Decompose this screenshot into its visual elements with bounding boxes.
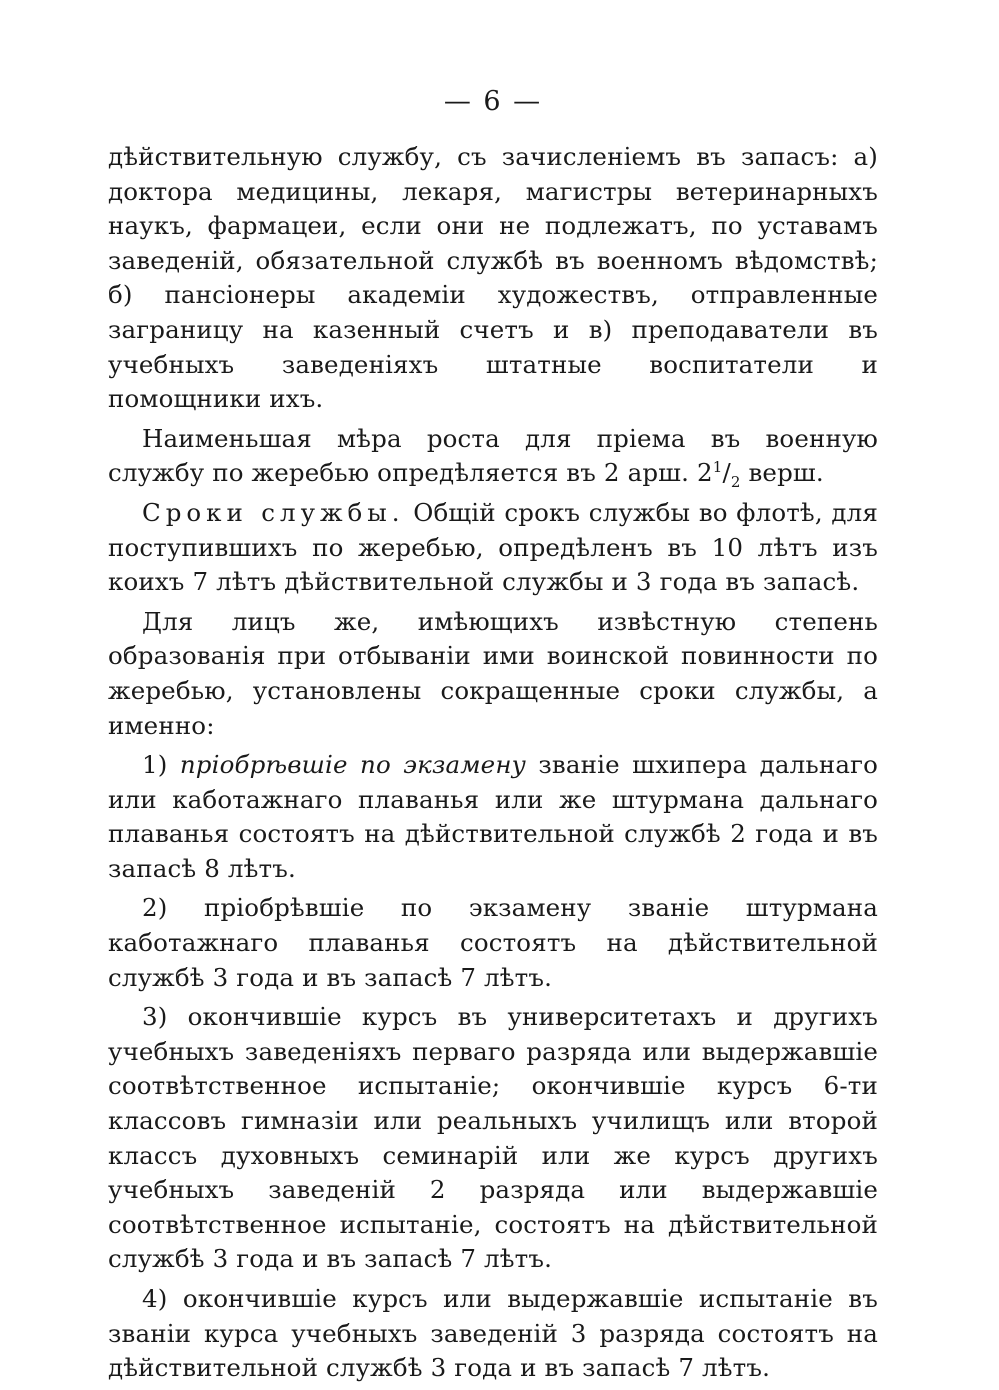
fraction-denominator: 2 [730, 473, 741, 492]
paragraph-1: дѣйствительную службу, съ зачисленіемъ въ запасъ: а) доктора медицины, лекаря, магистры ветеринарныхъ наукъ, фармацеи, если они не подлежатъ, по уставамъ заведеній, обязательной службѣ въ военномъ вѣдомствѣ; б) пансіонеры академіи художествъ, отправленные заграницу на казенный счетъ и в) преподаватели въ учебныхъ заведеніяхъ штатные воспитатели и помощники ихъ. [108, 142, 878, 414]
paragraph-4: Для лицъ же, имѣющихъ извѣстную степень образованія при отбываніи ими воинской повинности по жеребью, установлены сокращенные сроки службы, а именно: [108, 606, 878, 740]
list-item-1-number: 1) [142, 750, 180, 780]
list-item-2: 2) пріобрѣвшіе по экзамену званіе штурмана каботажнаго плаванья состоятъ на дѣйствительной службѣ 3 года и въ запасѣ 7 лѣтъ. [108, 893, 878, 992]
fraction-numerator: 1 [712, 458, 723, 477]
list-item-1-text: званіе шхипера дальнаго или каботажнаго плаванья или же штурмана дальнаго плаванья состоятъ на дѣйствительной службѣ 2 года и въ запасѣ 8 лѣтъ. [108, 750, 878, 883]
page-number: — 6 — [443, 86, 543, 117]
paragraph-3 [108, 496, 878, 600]
list-item-4: 4) окончившіе курсъ или выдержавшіе испытаніе въ званіи курса учебныхъ заведеній 3 разряда состоятъ на дѣйствительной службѣ 3 года и въ запасѣ 7 лѣтъ. [108, 1284, 878, 1383]
list-item-1 [108, 748, 878, 886]
paragraph-2-tail: верш. [740, 458, 824, 488]
section-heading-inline: Сроки службы. [142, 497, 405, 527]
paragraph-2: Наименьшая мѣра роста для пріема въ военную службу по жеребью опредѣляется въ 2 арш. $2^1/_2$ верш. [108, 423, 878, 492]
paragraph-3-text: Общій срокъ службы во флотѣ, для поступившихъ по жеребью, опредѣленъ въ 10 лѣтъ изъ коихъ 7 лѣтъ дѣйствительной службы и 3 года въ запасѣ. [108, 497, 878, 597]
list-item-3: 3) окончившіе курсъ въ университетахъ и другихъ учебныхъ заведеніяхъ перваго разряда или выдержавшіе соотвѣтственное испытаніе; окончившіе курсъ 6-ти классовъ гимназіи или реальныхъ училищъ или второй классъ духовныхъ семинарій или же курсъ другихъ учебныхъ заведеній 2 разряда или выдержавшіе соотвѣтственное испытаніе, состоятъ на дѣйствительной службѣ 3 года и въ запасѣ 7 лѣтъ. [108, 1002, 878, 1274]
list-item-1-italic: пріобрѣвшіе по экзамену [179, 750, 526, 780]
body-text [108, 140, 878, 1386]
document-page [108, 82, 878, 1386]
paragraph-2-text: Наименьшая мѣра роста для пріема въ военную службу по жеребью опредѣляется въ 2 арш. 2 [108, 423, 878, 488]
